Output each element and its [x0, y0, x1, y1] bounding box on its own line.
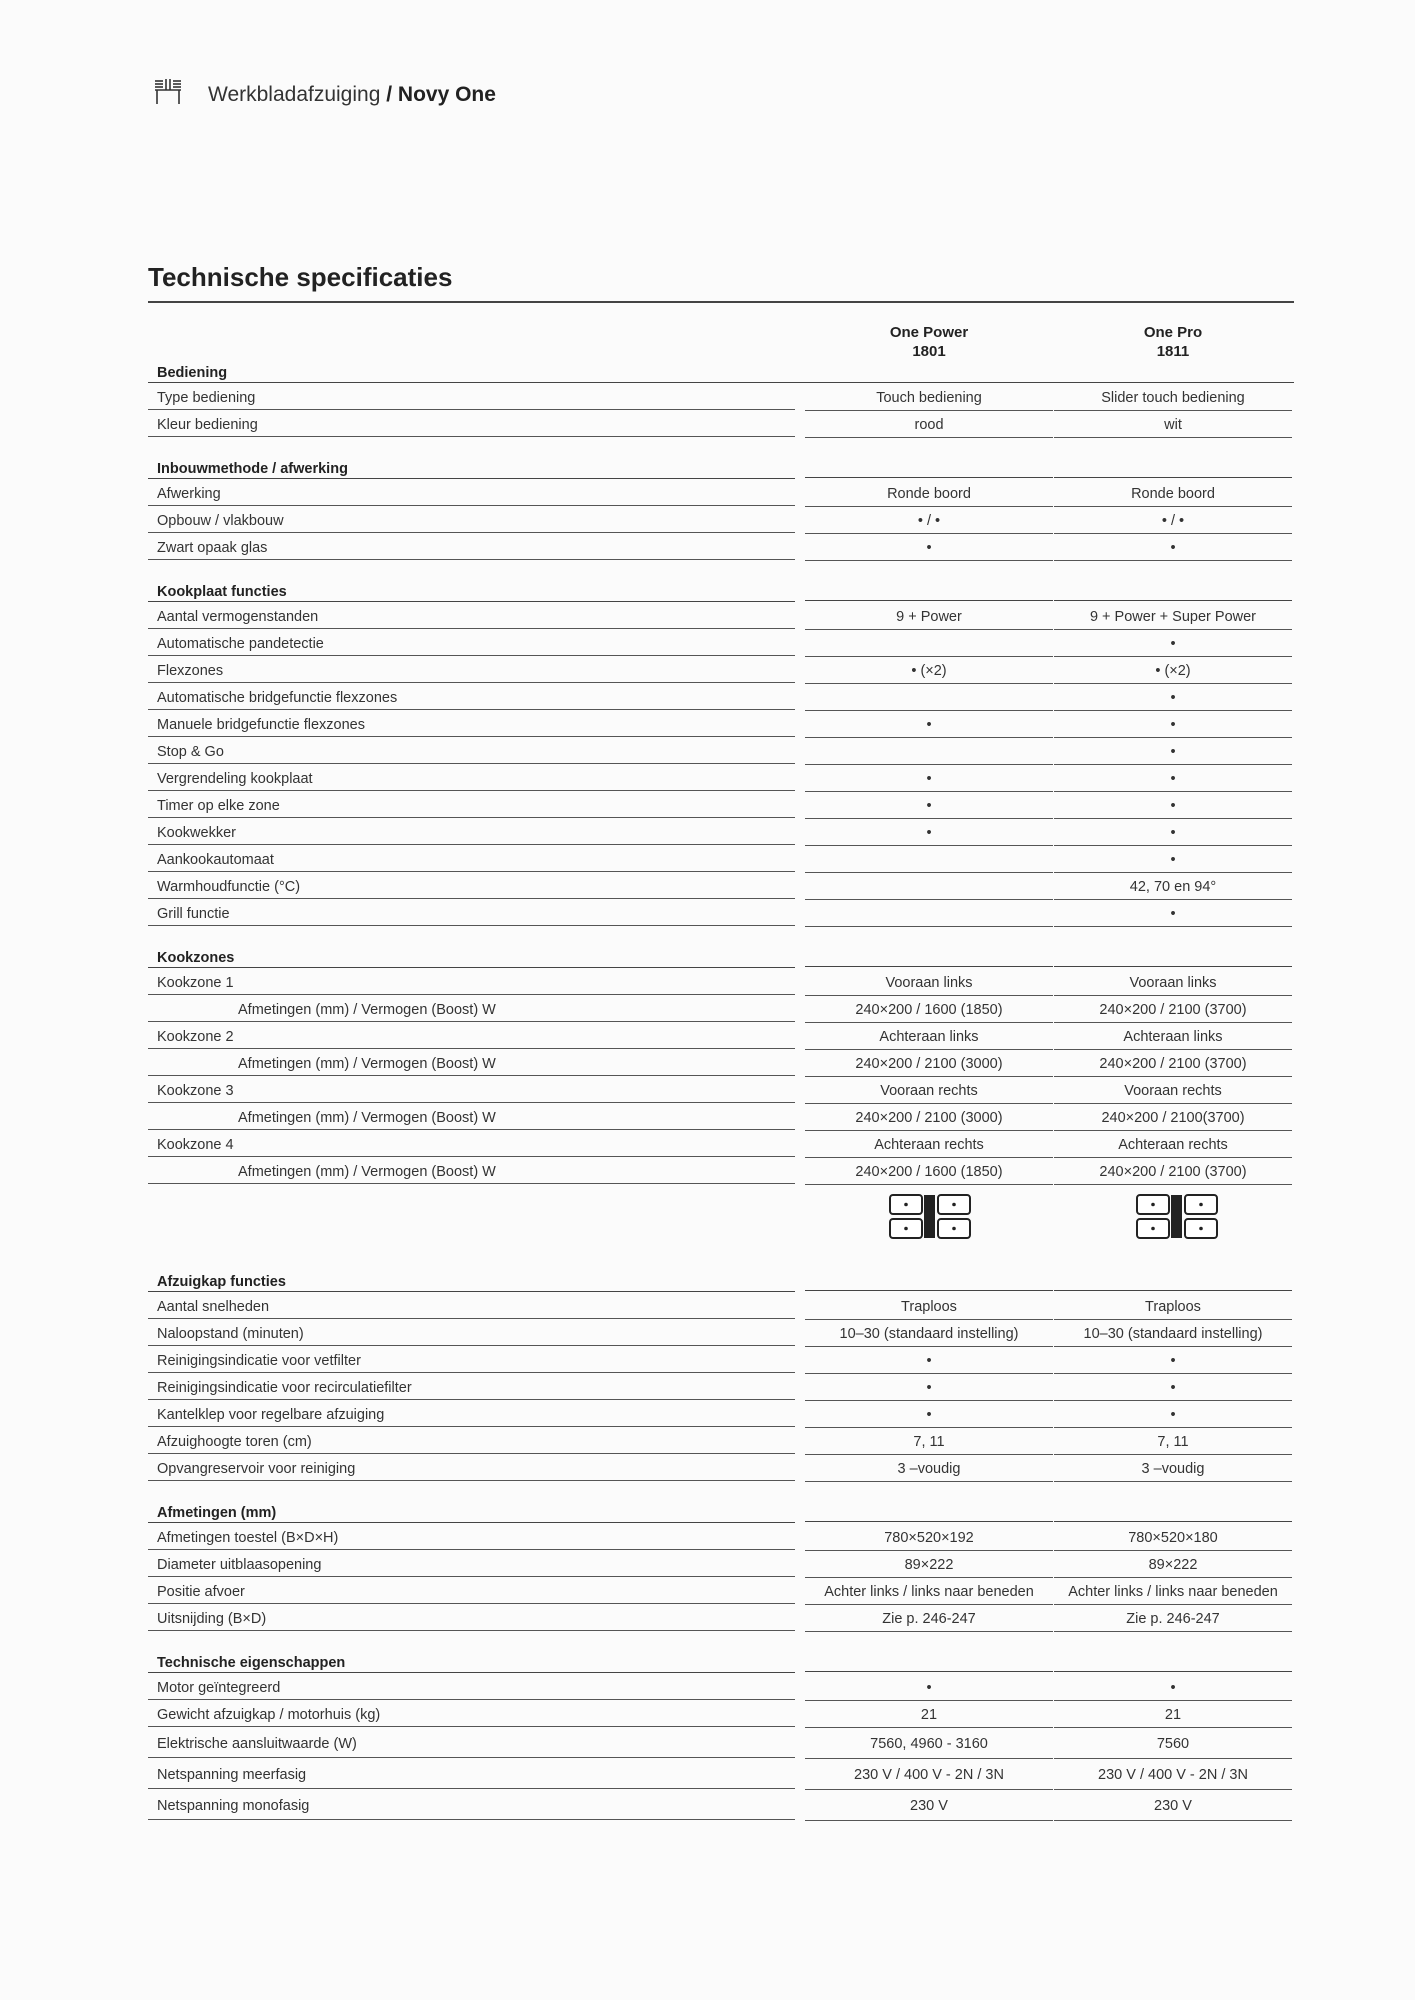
- section-afzuigkap: [148, 1264, 1294, 1294]
- table-row: [148, 1760, 1294, 1791]
- row-value-one-pro: 21: [1054, 1702, 1292, 1728]
- row-label: Automatische bridgefunctie flexzones: [148, 685, 795, 710]
- column-name: One Pro: [1143, 324, 1203, 341]
- row-value-one-power: 240×200 / 1600 (1850): [805, 997, 1053, 1023]
- row-value-one-pro: •: [1054, 535, 1292, 561]
- row-label: Aankookautomaat: [148, 847, 795, 872]
- hob-diagrams: [148, 1186, 1294, 1252]
- table-row: [148, 412, 1294, 439]
- table-row: [148, 1078, 1294, 1105]
- row-label: Opvangreservoir voor reiniging: [148, 1456, 795, 1481]
- row-value-one-pro: •: [1054, 1675, 1292, 1701]
- row-value-one-power: •: [805, 1402, 1053, 1428]
- row-value-one-power: 240×200 / 1600 (1850): [805, 1159, 1053, 1185]
- section-title: Inbouwmethode / afwerking: [148, 451, 795, 479]
- hob-layout-icon: [1135, 1192, 1219, 1242]
- section-title: Afzuigkap functies: [148, 1264, 795, 1292]
- table-row: [148, 481, 1294, 508]
- row-value-one-power: Achteraan links: [805, 1024, 1053, 1050]
- column-model: 1811: [1156, 343, 1190, 360]
- table-row: [148, 1552, 1294, 1579]
- section-rule: [1054, 477, 1292, 478]
- row-label: Flexzones: [148, 658, 795, 683]
- row-label: Afmetingen (mm) / Vermogen (Boost) W: [148, 1051, 795, 1076]
- table-row: [148, 820, 1294, 847]
- table-row: [148, 997, 1294, 1024]
- row-value-one-power: Achter links / links naar beneden: [805, 1579, 1053, 1605]
- row-value-one-pro: 89×222: [1054, 1552, 1292, 1578]
- row-value-one-pro: 9 + Power + Super Power: [1054, 604, 1292, 630]
- row-value-one-power: Ronde boord: [805, 481, 1053, 507]
- row-value-one-pro: 240×200 / 2100 (3700): [1054, 1159, 1292, 1185]
- row-label: Afwerking: [148, 481, 795, 506]
- row-label: Elektrische aansluitwaarde (W): [148, 1729, 795, 1758]
- row-value-one-pro: 7560: [1054, 1729, 1292, 1759]
- row-value-one-power: •: [805, 1675, 1053, 1701]
- row-value-one-power: Vooraan links: [805, 970, 1053, 996]
- row-label: Kookzone 4: [148, 1132, 795, 1157]
- table-row: [148, 1702, 1294, 1729]
- row-label: Timer op elke zone: [148, 793, 795, 818]
- row-value-one-power: •: [805, 820, 1053, 846]
- row-label: Diameter uitblaasopening: [148, 1552, 795, 1577]
- row-value-one-power: Achteraan rechts: [805, 1132, 1053, 1158]
- row-value-one-power: 7560, 4960 - 3160: [805, 1729, 1053, 1759]
- row-label: Manuele bridgefunctie flexzones: [148, 712, 795, 737]
- row-label: Gewicht afzuigkap / motorhuis (kg): [148, 1702, 795, 1727]
- table-row: [148, 631, 1294, 658]
- row-value-one-pro: wit: [1054, 412, 1292, 438]
- table-row: [148, 1402, 1294, 1429]
- row-label: Aantal vermogenstanden: [148, 604, 795, 629]
- row-value-one-power: • (×2): [805, 658, 1053, 684]
- row-value-one-pro: •: [1054, 901, 1292, 927]
- column-name: One Power: [889, 324, 969, 341]
- row-value-one-pro: 240×200 / 2100 (3700): [1054, 997, 1292, 1023]
- row-value-one-power: • / •: [805, 508, 1053, 534]
- row-value-one-power: •: [805, 793, 1053, 819]
- page-header: [152, 76, 496, 113]
- section-title: Technische eigenschappen: [148, 1645, 795, 1673]
- table-row: [148, 535, 1294, 562]
- row-value-one-pro: •: [1054, 1402, 1292, 1428]
- table-row: [148, 874, 1294, 901]
- row-label: Opbouw / vlakbouw: [148, 508, 795, 533]
- row-label: Afmetingen (mm) / Vermogen (Boost) W: [148, 1159, 795, 1184]
- row-label: Warmhoudfunctie (°C): [148, 874, 795, 899]
- section-kookplaat: [148, 574, 1294, 604]
- table-row: [148, 739, 1294, 766]
- row-value-one-pro: Slider touch bediening: [1054, 385, 1292, 411]
- table-row: [148, 712, 1294, 739]
- row-value-one-power: •: [805, 712, 1053, 738]
- row-label: Motor geïntegreerd: [148, 1675, 795, 1700]
- table-row: [148, 1321, 1294, 1348]
- row-value-one-power: [805, 685, 1053, 711]
- row-label: Kookwekker: [148, 820, 795, 845]
- row-label: Reinigingsindicatie voor recirculatiefilter: [148, 1375, 795, 1400]
- section-rule: [1054, 600, 1292, 601]
- section-rule: [805, 1521, 1053, 1522]
- row-label: Afmetingen toestel (B×D×H): [148, 1525, 795, 1550]
- column-model: 1801: [912, 343, 946, 360]
- row-value-one-power: •: [805, 766, 1053, 792]
- row-label: Uitsnijding (B×D): [148, 1606, 795, 1631]
- table-row: [148, 1729, 1294, 1760]
- row-value-one-power: Touch bediening: [805, 385, 1053, 411]
- hood-icon: [152, 76, 208, 113]
- row-value-one-pro: Achteraan rechts: [1054, 1132, 1292, 1158]
- table-row: [148, 1675, 1294, 1702]
- table-row: [148, 901, 1294, 928]
- table-row: [148, 604, 1294, 631]
- row-value-one-pro: •: [1054, 820, 1292, 846]
- row-label: Afmetingen (mm) / Vermogen (Boost) W: [148, 1105, 795, 1130]
- breadcrumb-product: Novy One: [397, 82, 496, 106]
- table-row: [148, 1294, 1294, 1321]
- row-label: Grill functie: [148, 901, 795, 926]
- spec-table: [148, 355, 1294, 1822]
- row-value-one-pro: 780×520×180: [1054, 1525, 1292, 1551]
- row-value-one-pro: •: [1054, 1348, 1292, 1374]
- section-rule: [805, 477, 1053, 478]
- breadcrumb: [208, 83, 496, 107]
- row-value-one-power: Zie p. 246-247: [805, 1606, 1053, 1632]
- row-label: Vergrendeling kookplaat: [148, 766, 795, 791]
- row-value-one-pro: •: [1054, 739, 1292, 765]
- row-value-one-power: [805, 901, 1053, 927]
- row-value-one-pro: • (×2): [1054, 658, 1292, 684]
- row-value-one-pro: Vooraan rechts: [1054, 1078, 1292, 1104]
- table-row: [148, 766, 1294, 793]
- row-label: Reinigingsindicatie voor vetfilter: [148, 1348, 795, 1373]
- row-value-one-pro: •: [1054, 685, 1292, 711]
- section-title: Kookplaat functies: [148, 574, 795, 602]
- section-title: Kookzones: [148, 940, 795, 968]
- table-row: [148, 793, 1294, 820]
- row-label: Kookzone 3: [148, 1078, 795, 1103]
- row-value-one-power: •: [805, 535, 1053, 561]
- row-value-one-power: 780×520×192: [805, 1525, 1053, 1551]
- section-title: Afmetingen (mm): [148, 1495, 795, 1523]
- row-label: Aantal snelheden: [148, 1294, 795, 1319]
- row-value-one-pro: Ronde boord: [1054, 481, 1292, 507]
- row-value-one-power: 10–30 (standaard instelling): [805, 1321, 1053, 1347]
- row-value-one-power: 3 –voudig: [805, 1456, 1053, 1482]
- row-value-one-pro: •: [1054, 847, 1292, 873]
- table-row: [148, 847, 1294, 874]
- table-row: [148, 1159, 1294, 1186]
- row-value-one-power: 9 + Power: [805, 604, 1053, 630]
- row-label: Stop & Go: [148, 739, 795, 764]
- row-value-one-pro: •: [1054, 1375, 1292, 1401]
- row-value-one-pro: •: [1054, 793, 1292, 819]
- hob-layout-icon: [888, 1192, 972, 1242]
- row-value-one-power: [805, 874, 1053, 900]
- section-rule: [1054, 1521, 1292, 1522]
- row-value-one-power: 21: [805, 1702, 1053, 1728]
- column-headers: [148, 303, 1294, 360]
- row-value-one-power: 7, 11: [805, 1429, 1053, 1455]
- page-title: Technische specificaties: [148, 262, 1294, 303]
- row-value-one-power: •: [805, 1348, 1053, 1374]
- row-value-one-pro: 3 –voudig: [1054, 1456, 1292, 1482]
- row-value-one-pro: 230 V / 400 V - 2N / 3N: [1054, 1760, 1292, 1790]
- table-row: [148, 1051, 1294, 1078]
- row-value-one-power: [805, 739, 1053, 765]
- row-value-one-power: Vooraan rechts: [805, 1078, 1053, 1104]
- section-rule: [1054, 966, 1292, 967]
- row-value-one-power: 240×200 / 2100 (3000): [805, 1051, 1053, 1077]
- section-technisch: [148, 1645, 1294, 1675]
- section-rule: [1054, 1671, 1292, 1672]
- row-value-one-power: Traploos: [805, 1294, 1053, 1320]
- section-kookzones: [148, 940, 1294, 970]
- section-inbouw: [148, 451, 1294, 481]
- row-label: Afmetingen (mm) / Vermogen (Boost) W: [148, 997, 795, 1022]
- breadcrumb-section: Werkbladafzuiging: [208, 82, 381, 106]
- row-value-one-power: [805, 631, 1053, 657]
- row-value-one-power: •: [805, 1375, 1053, 1401]
- row-value-one-pro: Zie p. 246-247: [1054, 1606, 1292, 1632]
- row-value-one-pro: 10–30 (standaard instelling): [1054, 1321, 1292, 1347]
- row-value-one-pro: 240×200 / 2100 (3700): [1054, 1051, 1292, 1077]
- table-row: [148, 1456, 1294, 1483]
- row-label: Naloopstand (minuten): [148, 1321, 795, 1346]
- row-value-one-power: [805, 847, 1053, 873]
- row-value-one-pro: •: [1054, 712, 1292, 738]
- section-title: Bediening: [148, 355, 1294, 383]
- row-label: Netspanning monofasig: [148, 1791, 795, 1820]
- section-rule: [805, 600, 1053, 601]
- row-value-one-power: 230 V: [805, 1791, 1053, 1821]
- table-row: [148, 970, 1294, 997]
- row-label: Kookzone 1: [148, 970, 795, 995]
- table-row: [148, 1791, 1294, 1822]
- table-row: [148, 385, 1294, 412]
- row-label: Kookzone 2: [148, 1024, 795, 1049]
- row-label: Kantelklep voor regelbare afzuiging: [148, 1402, 795, 1427]
- section-afmetingen: [148, 1495, 1294, 1525]
- row-value-one-pro: 7, 11: [1054, 1429, 1292, 1455]
- section-rule: [1054, 1290, 1292, 1291]
- table-row: [148, 658, 1294, 685]
- row-label: Afzuighoogte toren (cm): [148, 1429, 795, 1454]
- row-label: Type bediening: [148, 385, 795, 410]
- row-label: Zwart opaak glas: [148, 535, 795, 560]
- row-value-one-pro: 240×200 / 2100(3700): [1054, 1105, 1292, 1131]
- row-value-one-pro: Traploos: [1054, 1294, 1292, 1320]
- row-value-one-pro: 42, 70 en 94°: [1054, 874, 1292, 900]
- row-value-one-pro: 230 V: [1054, 1791, 1292, 1821]
- table-row: [148, 1429, 1294, 1456]
- section-rule: [805, 1290, 1053, 1291]
- table-row: [148, 1375, 1294, 1402]
- row-value-one-pro: • / •: [1054, 508, 1292, 534]
- row-value-one-power: rood: [805, 412, 1053, 438]
- row-value-one-power: 89×222: [805, 1552, 1053, 1578]
- table-row: [148, 508, 1294, 535]
- table-row: [148, 685, 1294, 712]
- row-value-one-pro: •: [1054, 631, 1292, 657]
- section-bediening: [148, 355, 1294, 385]
- row-label: Kleur bediening: [148, 412, 795, 437]
- row-value-one-pro: Vooraan links: [1054, 970, 1292, 996]
- table-row: [148, 1348, 1294, 1375]
- section-rule: [805, 966, 1053, 967]
- row-value-one-power: 230 V / 400 V - 2N / 3N: [805, 1760, 1053, 1790]
- row-value-one-pro: Achteraan links: [1054, 1024, 1292, 1050]
- row-value-one-pro: •: [1054, 766, 1292, 792]
- spec-sheet: [148, 262, 1294, 1822]
- table-row: [148, 1606, 1294, 1633]
- row-label: Netspanning meerfasig: [148, 1760, 795, 1789]
- row-value-one-pro: Achter links / links naar beneden: [1054, 1579, 1292, 1605]
- table-row: [148, 1132, 1294, 1159]
- section-rule: [805, 1671, 1053, 1672]
- row-value-one-power: 240×200 / 2100 (3000): [805, 1105, 1053, 1131]
- table-row: [148, 1024, 1294, 1051]
- row-label: Automatische pandetectie: [148, 631, 795, 656]
- breadcrumb-separator: /: [380, 82, 398, 106]
- table-row: [148, 1579, 1294, 1606]
- table-row: [148, 1525, 1294, 1552]
- row-label: Positie afvoer: [148, 1579, 795, 1604]
- table-row: [148, 1105, 1294, 1132]
